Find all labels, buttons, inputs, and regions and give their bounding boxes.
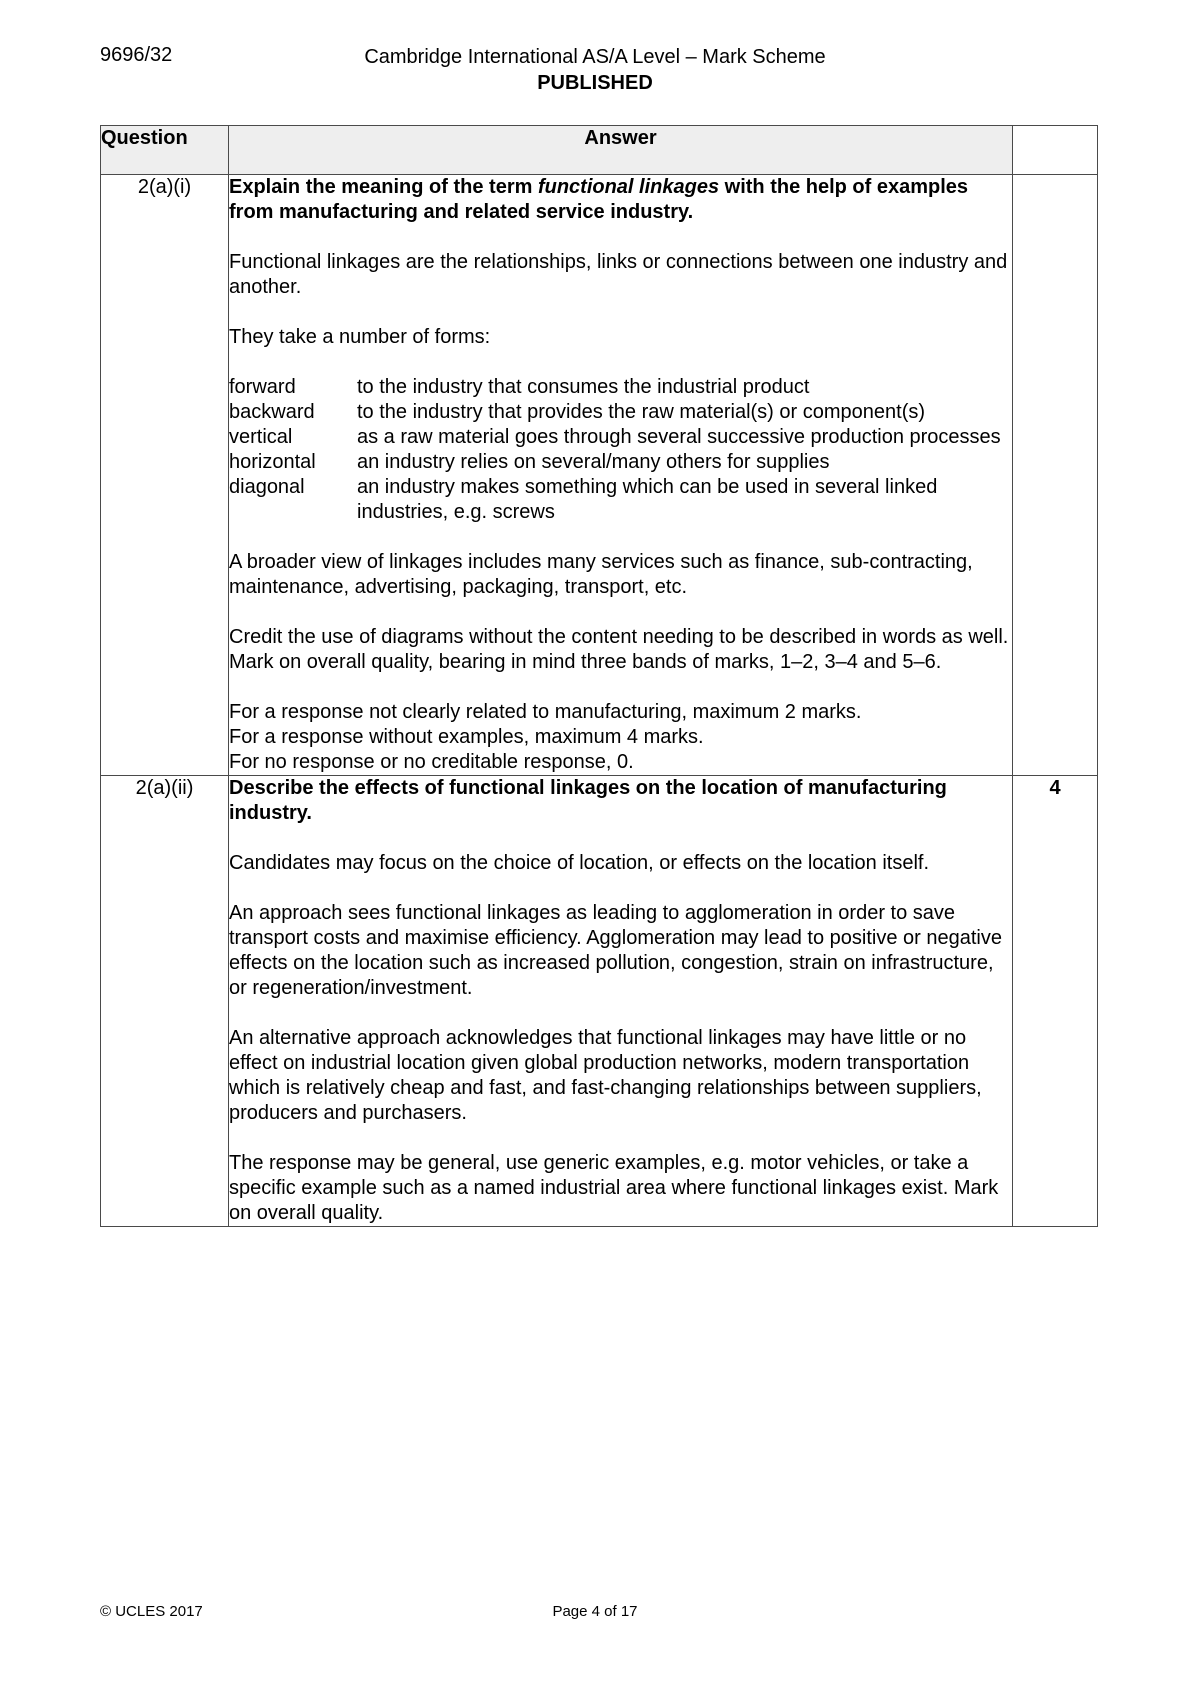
form-term: horizontal [229,451,316,473]
form-description: as a raw material goes through several successive production processes [357,426,1001,448]
answer-cell [229,175,1013,776]
heading-term: functional linkages [537,176,720,198]
form-description: an industry makes something which can be used in several linked industries, e.g. screws [357,476,938,523]
answer-cell [229,776,1013,1227]
answer-paragraph: Credit the use of diagrams without the content needing to be described in words as well. Mark on overall quality, bearing in mind three bands of marks, 1–2, 3–4 and 5–6. [229,626,1009,673]
answer-column-header: Answer [229,126,1013,175]
mark-scheme-table [100,125,1098,1227]
marks-column-header [1013,126,1098,175]
answer-paragraph: An approach sees functional linkages as leading to agglomeration in order to save transport costs and maximise efficiency. Agglomeration may lead to positive or negative effects on the location such as increased pollution, congestion, strain on infrastructure, or regeneration/investment. [229,902,1002,999]
answer-paragraph: Functional linkages are the relationships, links or connections between one industry and another. [229,251,1008,298]
form-term: backward [229,401,315,423]
question-column-header: Question [101,126,229,175]
marking-notes [229,700,1012,775]
list-item [229,375,1012,400]
table-row [101,175,1098,776]
note-line: For a response without examples, maximum 4 marks. [229,726,704,748]
note-line: For no response or no creditable response, 0. [229,751,634,773]
answer-paragraph: Candidates may focus on the choice of location, or effects on the location itself. [229,852,930,874]
table-row [101,776,1098,1227]
heading-text: with the help of examples from manufacturing and related service industry. [229,176,969,223]
document-header [0,44,1190,96]
note-line: For a response not clearly related to manufacturing, maximum 2 marks. [229,701,862,723]
form-term: forward [229,376,296,398]
table-header-row [101,126,1098,175]
question-number: 2(a)(ii) [101,776,229,1227]
answer-paragraph: The response may be general, use generic examples, e.g. motor vehicles, or take a specific example such as a named industrial area where functional linkages exist. Mark on overall quality. [229,1152,999,1224]
form-term: vertical [229,426,293,448]
marks-cell [1013,175,1098,776]
form-term: diagonal [229,476,305,498]
answer-paragraph: A broader view of linkages includes many services such as finance, sub-contracting, maintenance, advertising, packaging, transport, etc. [229,551,973,598]
list-item [229,425,1012,450]
form-description: an industry relies on several/many others for supplies [357,451,830,473]
question-number: 2(a)(i) [101,175,229,776]
header-status: PUBLISHED [537,72,653,94]
footer-page-number: Page 4 of 17 [552,1603,638,1620]
form-description: to the industry that consumes the industrial product [357,376,810,398]
list-item [229,450,1012,475]
header-title: Cambridge International AS/A Level – Mark Scheme [364,46,826,68]
heading-text: Explain the meaning of the term [229,176,538,198]
document-code: 9696/32 [100,44,173,66]
marks-cell: 4 [1013,776,1098,1227]
question-heading [229,175,1012,225]
question-heading: Describe the effects of functional linkages on the location of manufacturing industry. [229,777,947,824]
answer-paragraph: An alternative approach acknowledges that functional linkages may have little or no effect on industrial location given global production networks, modern transportation which is relatively cheap and fast, and fast-changing relationships between suppliers, producers and purchasers. [229,1027,982,1124]
linkage-forms-list [229,375,1012,525]
form-description: to the industry that provides the raw material(s) or component(s) [357,401,926,423]
footer-copyright: © UCLES 2017 [100,1603,203,1620]
answer-paragraph: They take a number of forms: [229,326,491,348]
list-item [229,400,1012,425]
list-item [229,475,1012,525]
